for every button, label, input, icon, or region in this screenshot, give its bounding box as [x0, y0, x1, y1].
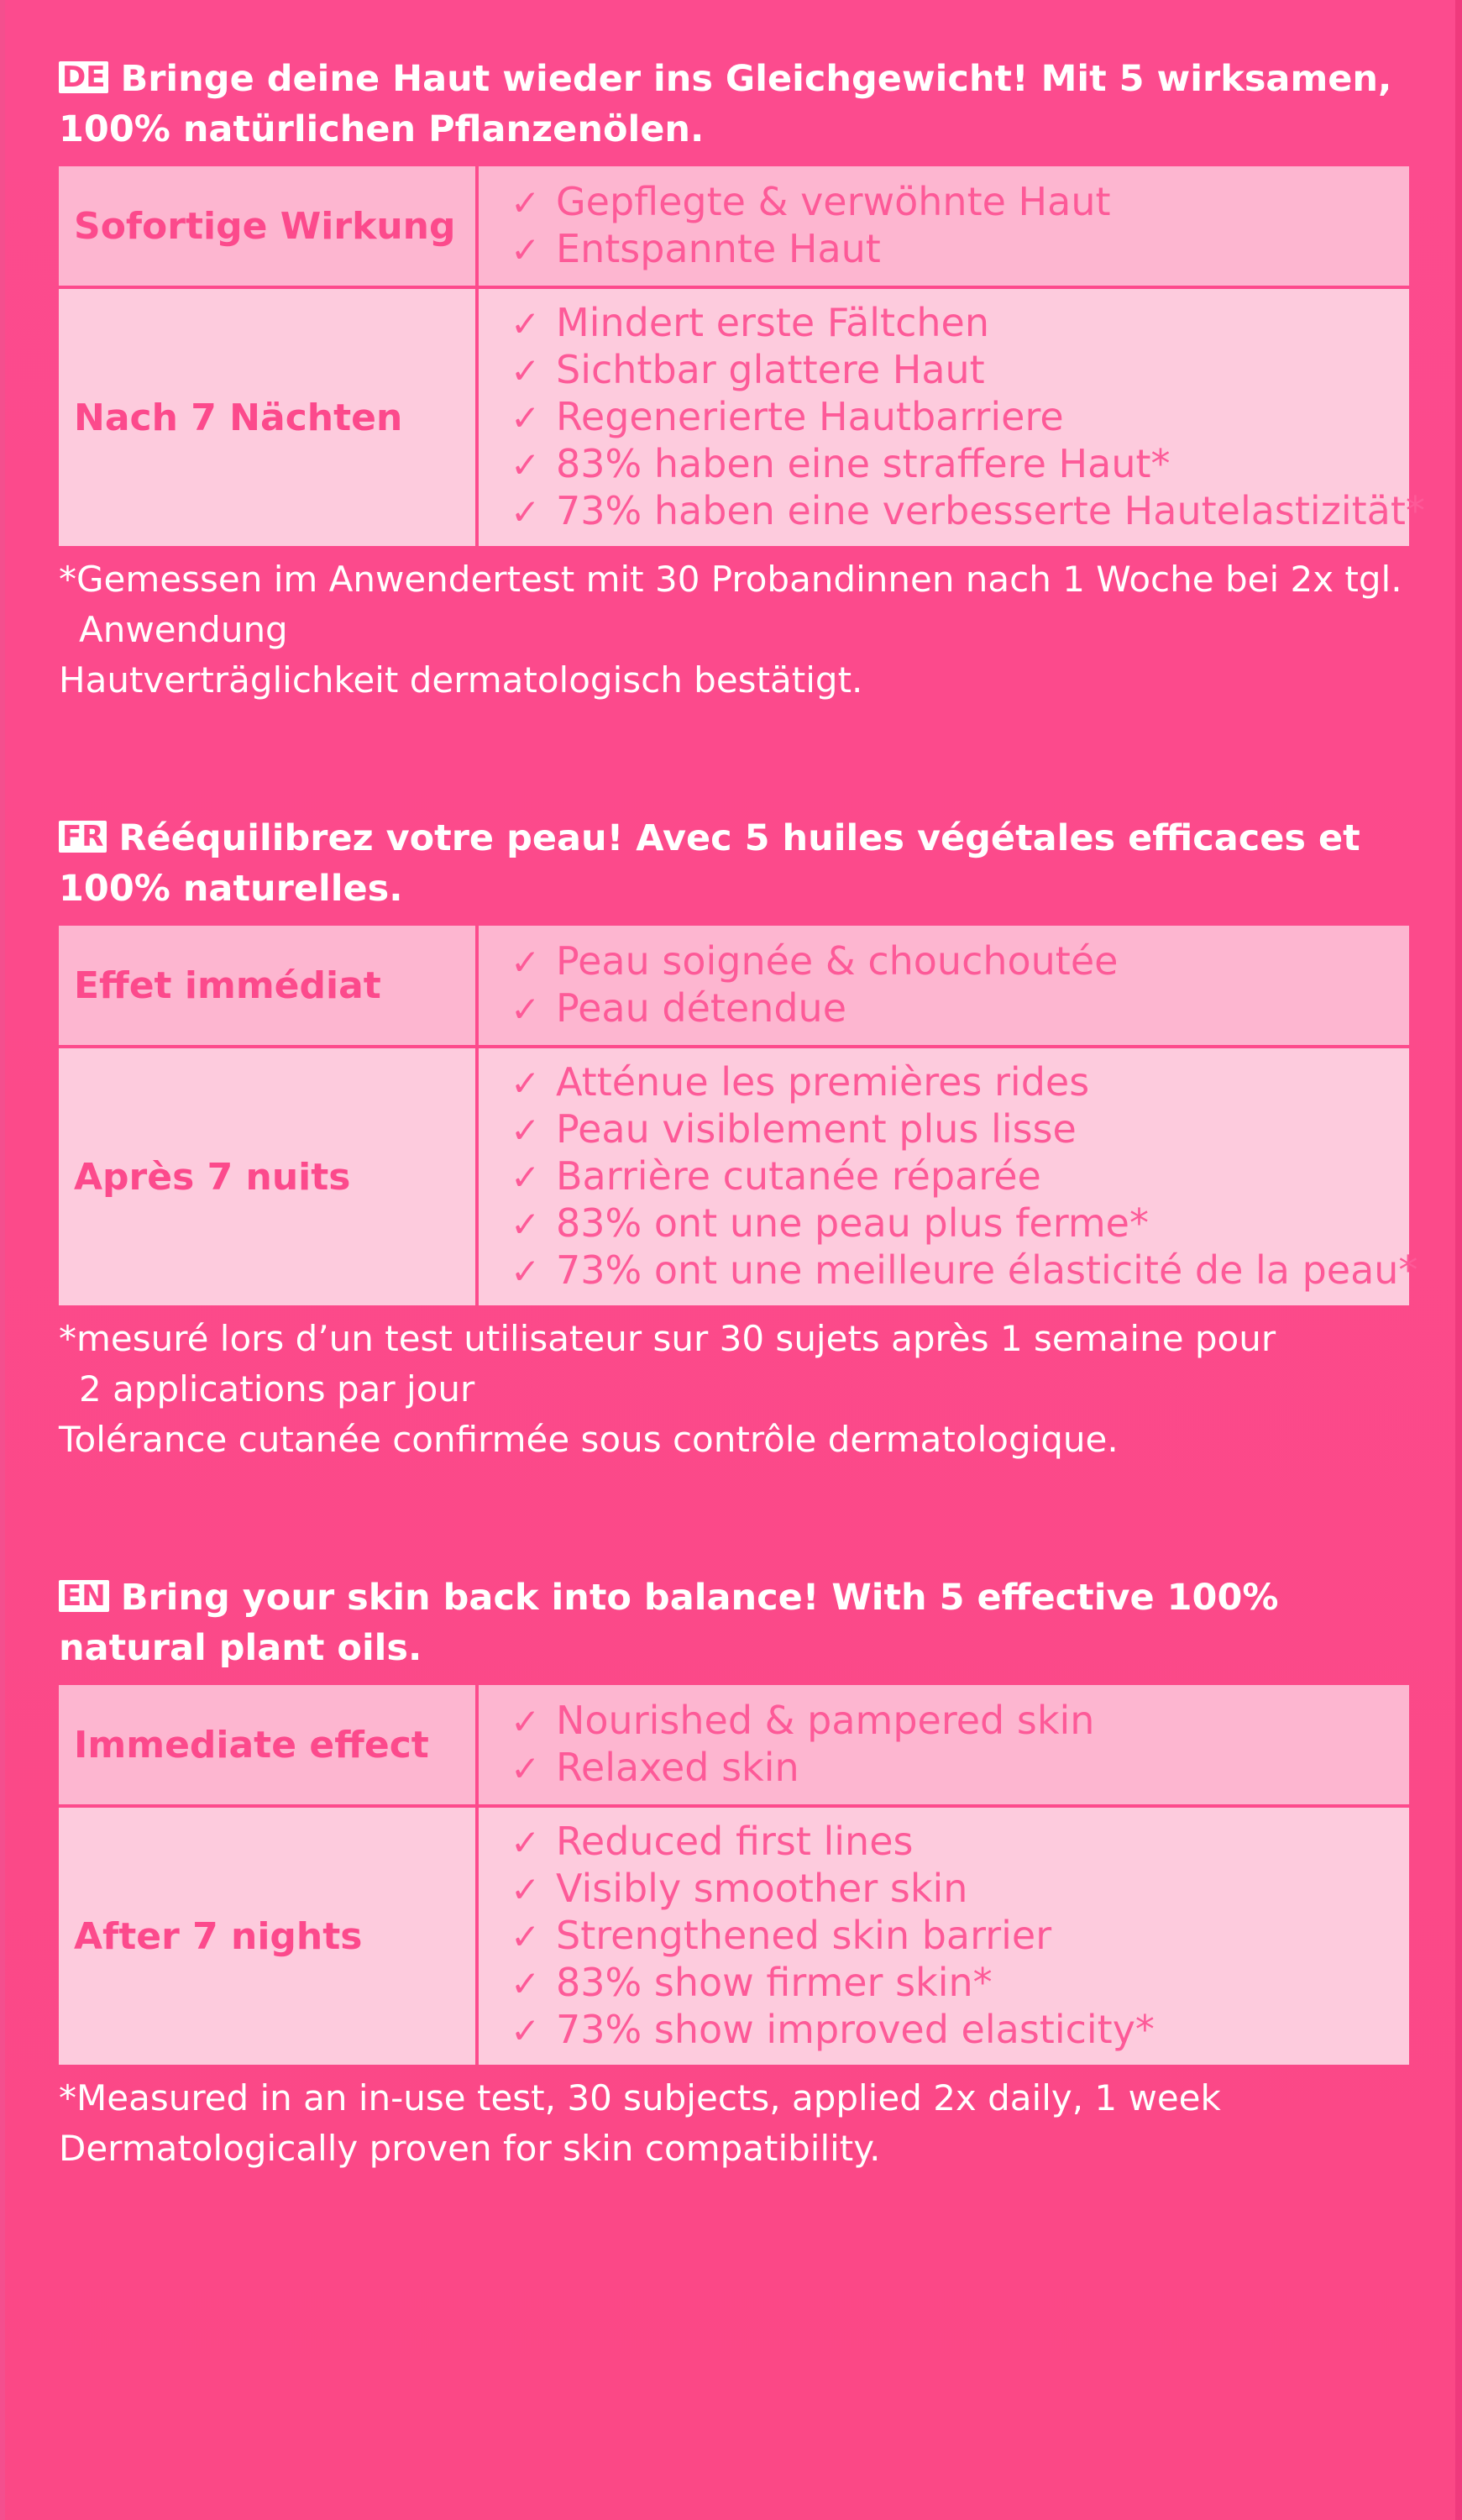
- list-item: ✓ Entspannte Haut: [511, 226, 881, 271]
- row-label: Sofortige Wirkung: [59, 166, 479, 286]
- table-row-immediate-de: [59, 166, 1409, 286]
- benefit-list: [479, 1048, 1417, 1305]
- language-badge-en: EN: [59, 1580, 109, 1612]
- row-label: After 7 nights: [59, 1808, 479, 2065]
- section-de: [59, 54, 1425, 706]
- checkmark-icon: ✓: [511, 1110, 541, 1151]
- list-item: ✓ Reduced first lines: [511, 1819, 914, 1864]
- table-row-7-nights-de: [59, 286, 1425, 546]
- list-item: ✓ 73% ont une meilleure élasticité de la peau*: [511, 1247, 1418, 1293]
- benefit-list: [479, 1808, 1409, 2065]
- language-badge-fr: FR: [59, 821, 107, 853]
- list-item: ✓ Regenerierte Hautbarriere: [511, 394, 1064, 439]
- benefit-list: [479, 926, 1409, 1045]
- list-item: ✓ Peau visiblement plus lisse: [511, 1106, 1077, 1152]
- effects-table-de: [59, 166, 1425, 546]
- checkmark-icon: ✓: [511, 303, 541, 344]
- checkmark-icon: ✓: [511, 942, 541, 983]
- checkmark-icon: ✓: [511, 2010, 541, 2051]
- checkmark-icon: ✓: [511, 989, 541, 1030]
- list-item: ✓ 73% show improved elasticity*: [511, 2007, 1155, 2052]
- section-fr: [59, 813, 1418, 1465]
- table-row-7-nights-fr: [59, 1045, 1418, 1305]
- list-item: ✓ 83% haben eine straffere Haut*: [511, 441, 1171, 486]
- list-item: ✓ Mindert erste Fältchen: [511, 300, 989, 345]
- footnote-en: *Measured in an in-use test, 30 subjects, applied 2x daily, 1 week Dermatologically proven for skin compatibility.: [59, 2077, 1221, 2169]
- benefit-list: [479, 289, 1425, 546]
- list-item: ✓ Nourished & pampered skin: [511, 1698, 1095, 1743]
- list-item: ✓ Sichtbar glattere Haut: [511, 347, 985, 392]
- checkmark-icon: ✓: [511, 182, 541, 223]
- list-item: ✓ Peau soignée & chouchoutée: [511, 938, 1119, 984]
- effects-table-fr: [59, 926, 1418, 1305]
- checkmark-icon: ✓: [511, 1204, 541, 1245]
- effects-table-en: [59, 1685, 1409, 2065]
- checkmark-icon: ✓: [511, 491, 541, 533]
- list-item: ✓ Strengthened skin barrier: [511, 1913, 1052, 1958]
- list-item: ✓ Gepflegte & verwöhnte Haut: [511, 179, 1111, 224]
- section-en: [59, 1572, 1409, 2174]
- checkmark-icon: ✓: [511, 350, 541, 391]
- headline-text-en: Bring your skin back into balance! With 5 effective 100% natural plant oils.: [59, 1577, 1279, 1669]
- language-badge-de: DE: [59, 61, 108, 93]
- checkmark-icon: ✓: [511, 1869, 541, 1910]
- row-label: Effet immédiat: [59, 926, 479, 1045]
- footnote-de: *Gemessen im Anwendertest mit 30 Probandinnen nach 1 Woche bei 2x tgl. Anwendung Hautverträglichkeit dermatologisch bestätigt.: [59, 559, 1402, 701]
- checkmark-icon: ✓: [511, 229, 541, 270]
- row-label: Nach 7 Nächten: [59, 289, 479, 546]
- headline-text-de: Bringe deine Haut wieder ins Gleichgewicht! Mit 5 wirksamen, 100% natürlichen Pflanzenölen.: [59, 58, 1392, 150]
- list-item: ✓ Relaxed skin: [511, 1745, 799, 1790]
- benefit-list: [479, 1685, 1409, 1804]
- headline-text-fr: Rééquilibrez votre peau! Avec 5 huiles végétales efficaces et 100% naturelles.: [59, 817, 1360, 910]
- headline-en: [59, 1572, 1409, 1673]
- row-label: Immediate effect: [59, 1685, 479, 1804]
- checkmark-icon: ✓: [511, 1251, 541, 1292]
- table-row-7-nights-en: [59, 1804, 1409, 2065]
- checkmark-icon: ✓: [511, 1822, 541, 1863]
- checkmark-icon: ✓: [511, 1063, 541, 1104]
- table-row-immediate-en: [59, 1685, 1409, 1804]
- list-item: ✓ Visibly smoother skin: [511, 1866, 968, 1911]
- list-item: ✓ Peau détendue: [511, 985, 847, 1031]
- row-label: Après 7 nuits: [59, 1048, 479, 1305]
- checkmark-icon: ✓: [511, 1748, 541, 1789]
- checkmark-icon: ✓: [511, 1701, 541, 1742]
- footnote-fr: *mesuré lors d’un test utilisateur sur 30 sujets après 1 semaine pour 2 applications par jour Tolérance cutanée confirmée sous contrôle dermatologique.: [59, 1318, 1276, 1460]
- checkmark-icon: ✓: [511, 397, 541, 438]
- checkmark-icon: ✓: [511, 444, 541, 486]
- list-item: ✓ Atténue les premières rides: [511, 1059, 1090, 1105]
- benefit-list: [479, 166, 1409, 286]
- list-item: ✓ 83% show firmer skin*: [511, 1960, 993, 2005]
- headline-fr: [59, 813, 1409, 914]
- list-item: ✓ Barrière cutanée réparée: [511, 1153, 1041, 1199]
- checkmark-icon: ✓: [511, 1916, 541, 1957]
- table-row-immediate-fr: [59, 926, 1409, 1045]
- checkmark-icon: ✓: [511, 1963, 541, 2004]
- list-item: ✓ 73% haben eine verbesserte Hautelastizität*: [511, 488, 1425, 533]
- list-item: ✓ 83% ont une peau plus ferme*: [511, 1200, 1149, 1246]
- headline-de: [59, 54, 1409, 155]
- checkmark-icon: ✓: [511, 1157, 541, 1198]
